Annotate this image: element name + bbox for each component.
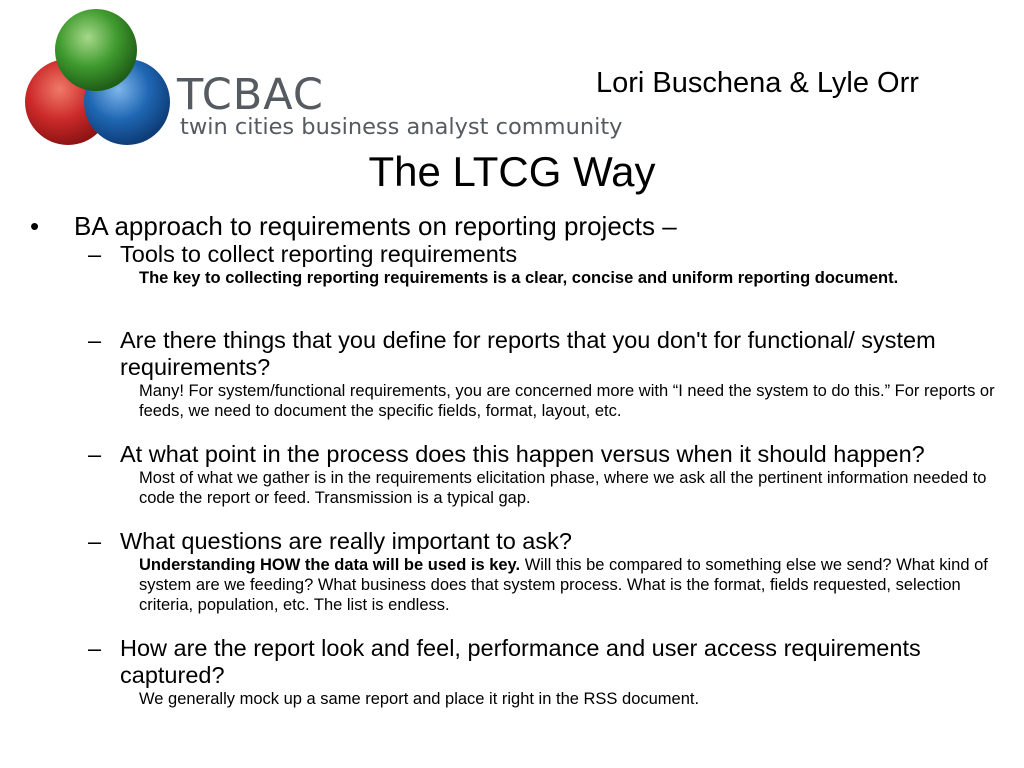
dash-symbol: –	[88, 635, 102, 661]
bullet-symbol: •	[30, 211, 40, 241]
answer-text: Most of what we gather is in the requirements elicitation phase, where we ask all the pertinent information needed to code the report or feed. Transmission is a typical gap.	[139, 469, 987, 507]
dash-symbol: –	[88, 241, 102, 267]
dash-symbol: –	[88, 327, 102, 353]
answer-text: We generally mock up a same report and place it right in the RSS document.	[139, 690, 700, 708]
main-bullet-text: BA approach to requirements on reporting projects –	[74, 211, 677, 241]
answer-rest-text: Will this be compared to something else we send? What kind of system are we feeding? What business does that system process. What is the format, fields requested, selection criteria, population, etc. The list is endless.	[139, 556, 988, 614]
logo-name: TCBAC	[177, 70, 324, 120]
answer-text: Many! For system/functional requirements, you are concerned more with “I need the system to do this.” For reports or feeds, we need to document the specific fields, format, layout, etc.	[139, 382, 995, 420]
question-text: At what point in the process does this happen versus when it should happen?	[120, 441, 925, 467]
dash-symbol: –	[88, 528, 102, 554]
question-text: Tools to collect reporting requirements	[120, 241, 518, 267]
question-text: What questions are really important to ask?	[120, 528, 572, 554]
answer-text	[139, 555, 1009, 615]
slide-title: The LTCG Way	[368, 148, 656, 195]
tcbac-logo	[24, 8, 623, 148]
sub-bullet-question	[88, 241, 1008, 268]
sub-bullet-question	[88, 528, 1008, 555]
question-text: How are the report look and feel, performance and user access requirements captured?	[120, 635, 921, 688]
logo-tagline: twin cities business analyst community	[180, 114, 623, 140]
sub-bullet-question	[88, 441, 1008, 468]
answer-bold-text: Understanding HOW the data will be used is key.	[139, 556, 521, 574]
authors: Lori Buschena & Lyle Orr	[596, 67, 919, 99]
sub-bullet-question	[88, 327, 1008, 381]
question-text: Are there things that you define for reports that you don't for functional/ system requirements?	[120, 327, 936, 380]
dash-symbol: –	[88, 441, 102, 467]
logo-circles-icon	[24, 8, 174, 148]
sub-bullet-question	[88, 635, 1008, 689]
answer-text: The key to collecting reporting requirements is a clear, concise and uniform reporting document.	[139, 269, 899, 287]
green-circle	[55, 9, 137, 91]
